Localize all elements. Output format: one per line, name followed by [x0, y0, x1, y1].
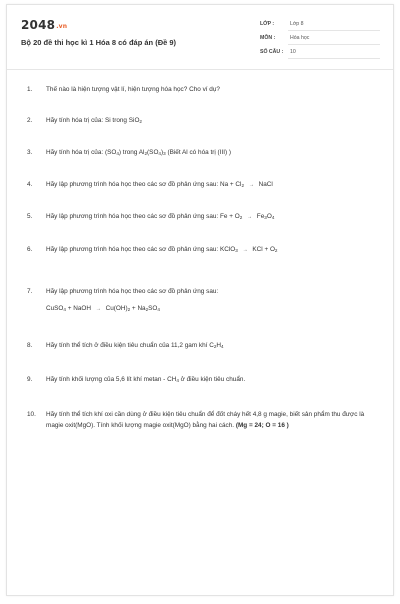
document-header [7, 5, 393, 70]
question-7-equation: CuSO$_4$ + NaOH → $Cu(OH)_2 + Na_2SO_4$ [46, 304, 160, 312]
meta-class: LỚP : Lớp 8 [260, 18, 380, 32]
document-page: 2048.vn Bộ 20 đề thi học kì 1 Hóa 8 có đáp án (Đề 9) LỚP : Lớp 8 MÔN : Hóa học SỐ CÂU : 10 1. Thế nào là hiện tượng vật lí, hiện tượng hóa học? Cho ví dụ? 2. Hãy tính hóa trị của: Si trong SiO$_2$ 3. Hãy tính hóa trị của: $(SO_4)$ trong $Al_2(SO_4)_3$ (Biết Al có hóa trị (III) ) 4. Hãy lập phương trình hóa học theo các sơ đồ phản ứng sau: $Na + Cl_2$ → NaCl 5. Hãy lập phương trình hóa học theo các sơ đồ phản ứng sau: $Fe + O_2 \to Fe_3O_4$ 6. Hãy lập phương trình hóa học theo các sơ đồ phản ứng sau: KClO$_3$ → KCl + $O_2$ 7. Hãy lập phương trình hóa học theo các sơ đồ phản ứng sau: CuSO$_4$ + NaOH → $Cu(OH)_2 + Na_2SO_4$ 8. Hãy tính thể tích ở điều kiện tiêu chuẩn của 11,2 gam khí $C_2H_4$ 9. Hãy tính khối lượng của 5,6 lít khí metan - $CH_4$ ở điều kiện tiêu chuẩn. 10. Hãy tính thể tích khí oxi cần dùng ở điều kiện tiêu chuẩn để đốt cháy hết 4,8 g magie, biết sản phẩm thu được là magie oxit(MgO). Tính khối lượng magie oxit(MgO) bằng hai cách. (Mg = 24; O = 16 ) [6, 4, 394, 596]
site-logo[interactable]: 2048.vn [21, 18, 68, 32]
meta-info [260, 18, 380, 60]
meta-question-count: SỐ CÂU : 10 [260, 46, 380, 60]
meta-subject: MÔN : Hóa học [260, 32, 380, 46]
document-title: Bộ 20 đề thi học kì 1 Hóa 8 có đáp án (Đề 9) [21, 38, 177, 47]
atomic-mass-note: (Mg = 24; O = 16 ) [235, 421, 289, 429]
